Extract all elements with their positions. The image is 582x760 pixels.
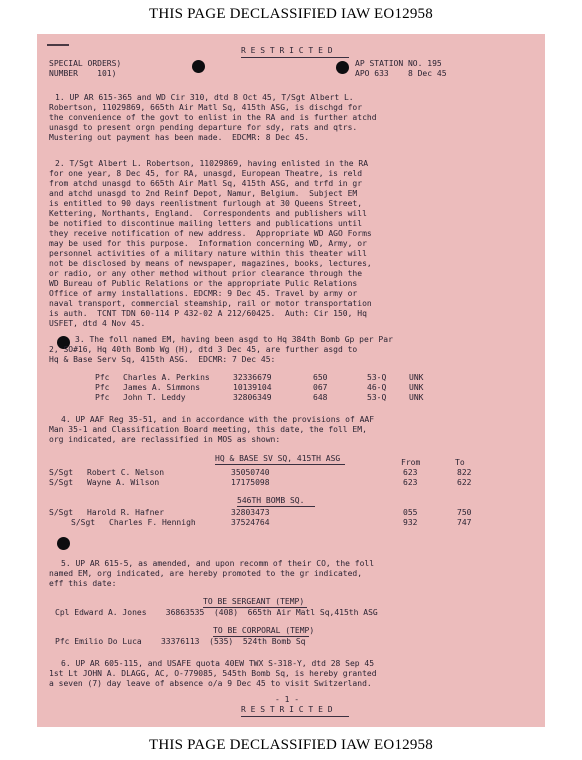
- text-line: may be used for this purpose. Information concerning WD, Army, or: [49, 239, 367, 248]
- serial: 37524764: [231, 518, 270, 527]
- name: James A. Simmons: [123, 383, 201, 392]
- mos-from: 623: [403, 478, 418, 487]
- text-line: they receive notification of new address. Appropriate WD AGO Forms: [49, 229, 372, 238]
- mos-to: 747: [457, 518, 472, 527]
- text-line: 3. The foll named EM, having been asgd to Hq 384th Bomb Gp per Par: [75, 335, 393, 344]
- grade: Pfc: [95, 393, 110, 402]
- mos: 648: [313, 393, 328, 402]
- text-line: Mustering out payment has been made. EDCMR: 8 Dec 45.: [49, 133, 310, 142]
- text-line: 1. UP AR 615-365 and WD Cir 310, dtd 8 Oct 45, T/Sgt Albert L.: [55, 93, 354, 102]
- orders-number: NUMBER 101): [49, 69, 117, 78]
- mos: 650: [313, 373, 328, 382]
- grade: S/Sgt: [71, 518, 96, 527]
- document-sheet: [37, 34, 545, 727]
- text-line: 2. T/Sgt Albert L. Robertson, 11029869, having enlisted in the RA: [55, 159, 369, 168]
- name: Harold R. Hafner: [87, 508, 165, 517]
- text-line: 1st Lt JOHN A. DLAGG, AC, O-779085, 545th Bomb Sq, is hereby granted: [49, 669, 377, 678]
- text-line: is auth. TCNT TDN 60-114 P 432-02 A 212/60425. Auth: Cir 150, Hq: [49, 309, 367, 318]
- serial: 32336679: [233, 373, 272, 382]
- serial: 32806349: [233, 393, 272, 402]
- declassified-banner-bottom: THIS PAGE DECLASSIFIED IAW EO12958: [149, 737, 433, 753]
- promotion-header: TO BE SERGEANT (TEMP): [203, 597, 305, 606]
- text-line: naval transport, commercial steamship, rail or motor transportation: [49, 299, 372, 308]
- mos-from: 932: [403, 518, 418, 527]
- text-line: is entitled to 90 days reenlistment furlough at 30 Queens Street,: [49, 199, 363, 208]
- classification-underline: [241, 716, 349, 717]
- text-line: for one year, 8 Dec 45, for RA, unasgd, European Theatre, is reld: [49, 169, 363, 178]
- text-line: org indicated, are reclassified in MOS as shown:: [49, 435, 281, 444]
- code: 53-Q: [367, 373, 387, 382]
- margin-mark: [47, 44, 69, 46]
- text-line: WD Bureau of Public Relations or the appropriate Pulic Relations: [49, 279, 358, 288]
- text-line: or radio, or any other method without prior clearance through the: [49, 269, 363, 278]
- text-line: Hq & Base Serv Sq, 415th ASG. EDCMR: 7 Dec 45:: [49, 355, 276, 364]
- text-line: not be disclosed by means of newspaper, magazines, books, lectures,: [49, 259, 372, 268]
- name: Robert C. Nelson: [87, 468, 165, 477]
- mos-from: 055: [403, 508, 418, 517]
- grade: Pfc: [95, 373, 110, 382]
- promotion-header: TO BE CORPORAL (TEMP): [213, 626, 315, 635]
- code: 46-Q: [367, 383, 387, 392]
- mos-from: 623: [403, 468, 418, 477]
- mos-to: 622: [457, 478, 472, 487]
- text-line: a seven (7) day leave of absence o/a 9 Dec 45 to visit Switzerland.: [49, 679, 372, 688]
- unit-header-underline: [215, 464, 345, 465]
- text-line: 2, SO#16, Hq 40th Bomb Wg (H), dtd 3 Dec 45, are further asgd to: [49, 345, 358, 354]
- text-line: Office of army installations. EDCMR: 9 Dec 45. Travel by army or: [49, 289, 358, 298]
- classification-header: R E S T R I C T E D: [241, 46, 333, 55]
- unit-header-underline: [237, 506, 315, 507]
- mos: 067: [313, 383, 328, 392]
- serial: 35050740: [231, 468, 270, 477]
- name: John T. Leddy: [123, 393, 186, 402]
- text-line: eff this date:: [49, 579, 117, 588]
- status: UNK: [409, 393, 424, 402]
- text-line: the convenience of the govt to enlist in the RA and is further atchd: [49, 113, 377, 122]
- station-label: AP STATION NO. 195: [355, 59, 442, 68]
- grade: S/Sgt: [49, 508, 74, 517]
- text-line: and atchd unasgd to 2nd Reinf Depot, Namur, Belgium. Subject EM: [49, 189, 358, 198]
- page-number: - 1 -: [275, 695, 300, 704]
- text-line: Kettering, Northants, England. Correspondents and publishers will: [49, 209, 367, 218]
- classification-footer: R E S T R I C T E D: [241, 705, 333, 714]
- declassified-banner-top: THIS PAGE DECLASSIFIED IAW EO12958: [149, 6, 433, 22]
- code: 53-Q: [367, 393, 387, 402]
- unit-header: 546TH BOMB SQ.: [237, 496, 305, 505]
- serial: 17175098: [231, 478, 270, 487]
- serial: 10139104: [233, 383, 272, 392]
- serial: 32803473: [231, 508, 270, 517]
- text-line: 4. UP AAF Reg 35-51, and in accordance with the provisions of AAF: [61, 415, 375, 424]
- text-line: unasgd to present orgn pending departure for sdy, rats and qtrs.: [49, 123, 358, 132]
- punch-hole: [192, 60, 205, 73]
- text-line: USFET, dtd 4 Nov 45.: [49, 319, 146, 328]
- status: UNK: [409, 373, 424, 382]
- grade: Pfc: [95, 383, 110, 392]
- text-line: be notified to discontinue mailing letters and publications until: [49, 219, 363, 228]
- promotion-entry: Cpl Edward A. Jones 36863535 (408) 665th Air Matl Sq,415th ASG: [55, 608, 378, 617]
- from-column-header: From: [401, 458, 421, 467]
- text-line: 6. UP AR 605-115, and USAFE quota 40EW TWX S-318-Y, dtd 28 Sep 45: [61, 659, 375, 668]
- promotion-entry: Pfc Emilio Do Luca 33376113 (535) 524th Bomb Sq: [55, 637, 306, 646]
- to-column-header: To: [455, 458, 465, 467]
- grade: S/Sgt: [49, 478, 74, 487]
- name: Charles F. Hennigh: [109, 518, 196, 527]
- name: Wayne A. Wilson: [87, 478, 160, 487]
- mos-to: 750: [457, 508, 472, 517]
- punch-hole: [336, 61, 349, 74]
- special-orders-label: SPECIAL ORDERS): [49, 59, 122, 68]
- text-line: Man 35-1 and Classification Board meeting, this date, the foll EM,: [49, 425, 367, 434]
- grade: S/Sgt: [49, 468, 74, 477]
- mos-to: 822: [457, 468, 472, 477]
- text-line: from atchd unasgd to 665th Air Matl Sq, 415th ASG, and trfd in gr: [49, 179, 363, 188]
- text-line: named EM, org indicated, are hereby promoted to the gr indicated,: [49, 569, 363, 578]
- classification-underline: [241, 57, 349, 58]
- text-line: Robertson, 11029869, 665th Air Matl Sq, 415th ASG, is dischgd for: [49, 103, 363, 112]
- text-line: personnel activities of a military nature within this theater will: [49, 249, 367, 258]
- unit-header: HQ & BASE SV SQ, 415TH ASG: [215, 454, 341, 463]
- punch-hole: [57, 537, 70, 550]
- status: UNK: [409, 383, 424, 392]
- apo-date: APO 633 8 Dec 45: [355, 69, 447, 78]
- text-line: 5. UP AR 615-5, as amended, and upon recomm of their CO, the foll: [61, 559, 375, 568]
- name: Charles A. Perkins: [123, 373, 210, 382]
